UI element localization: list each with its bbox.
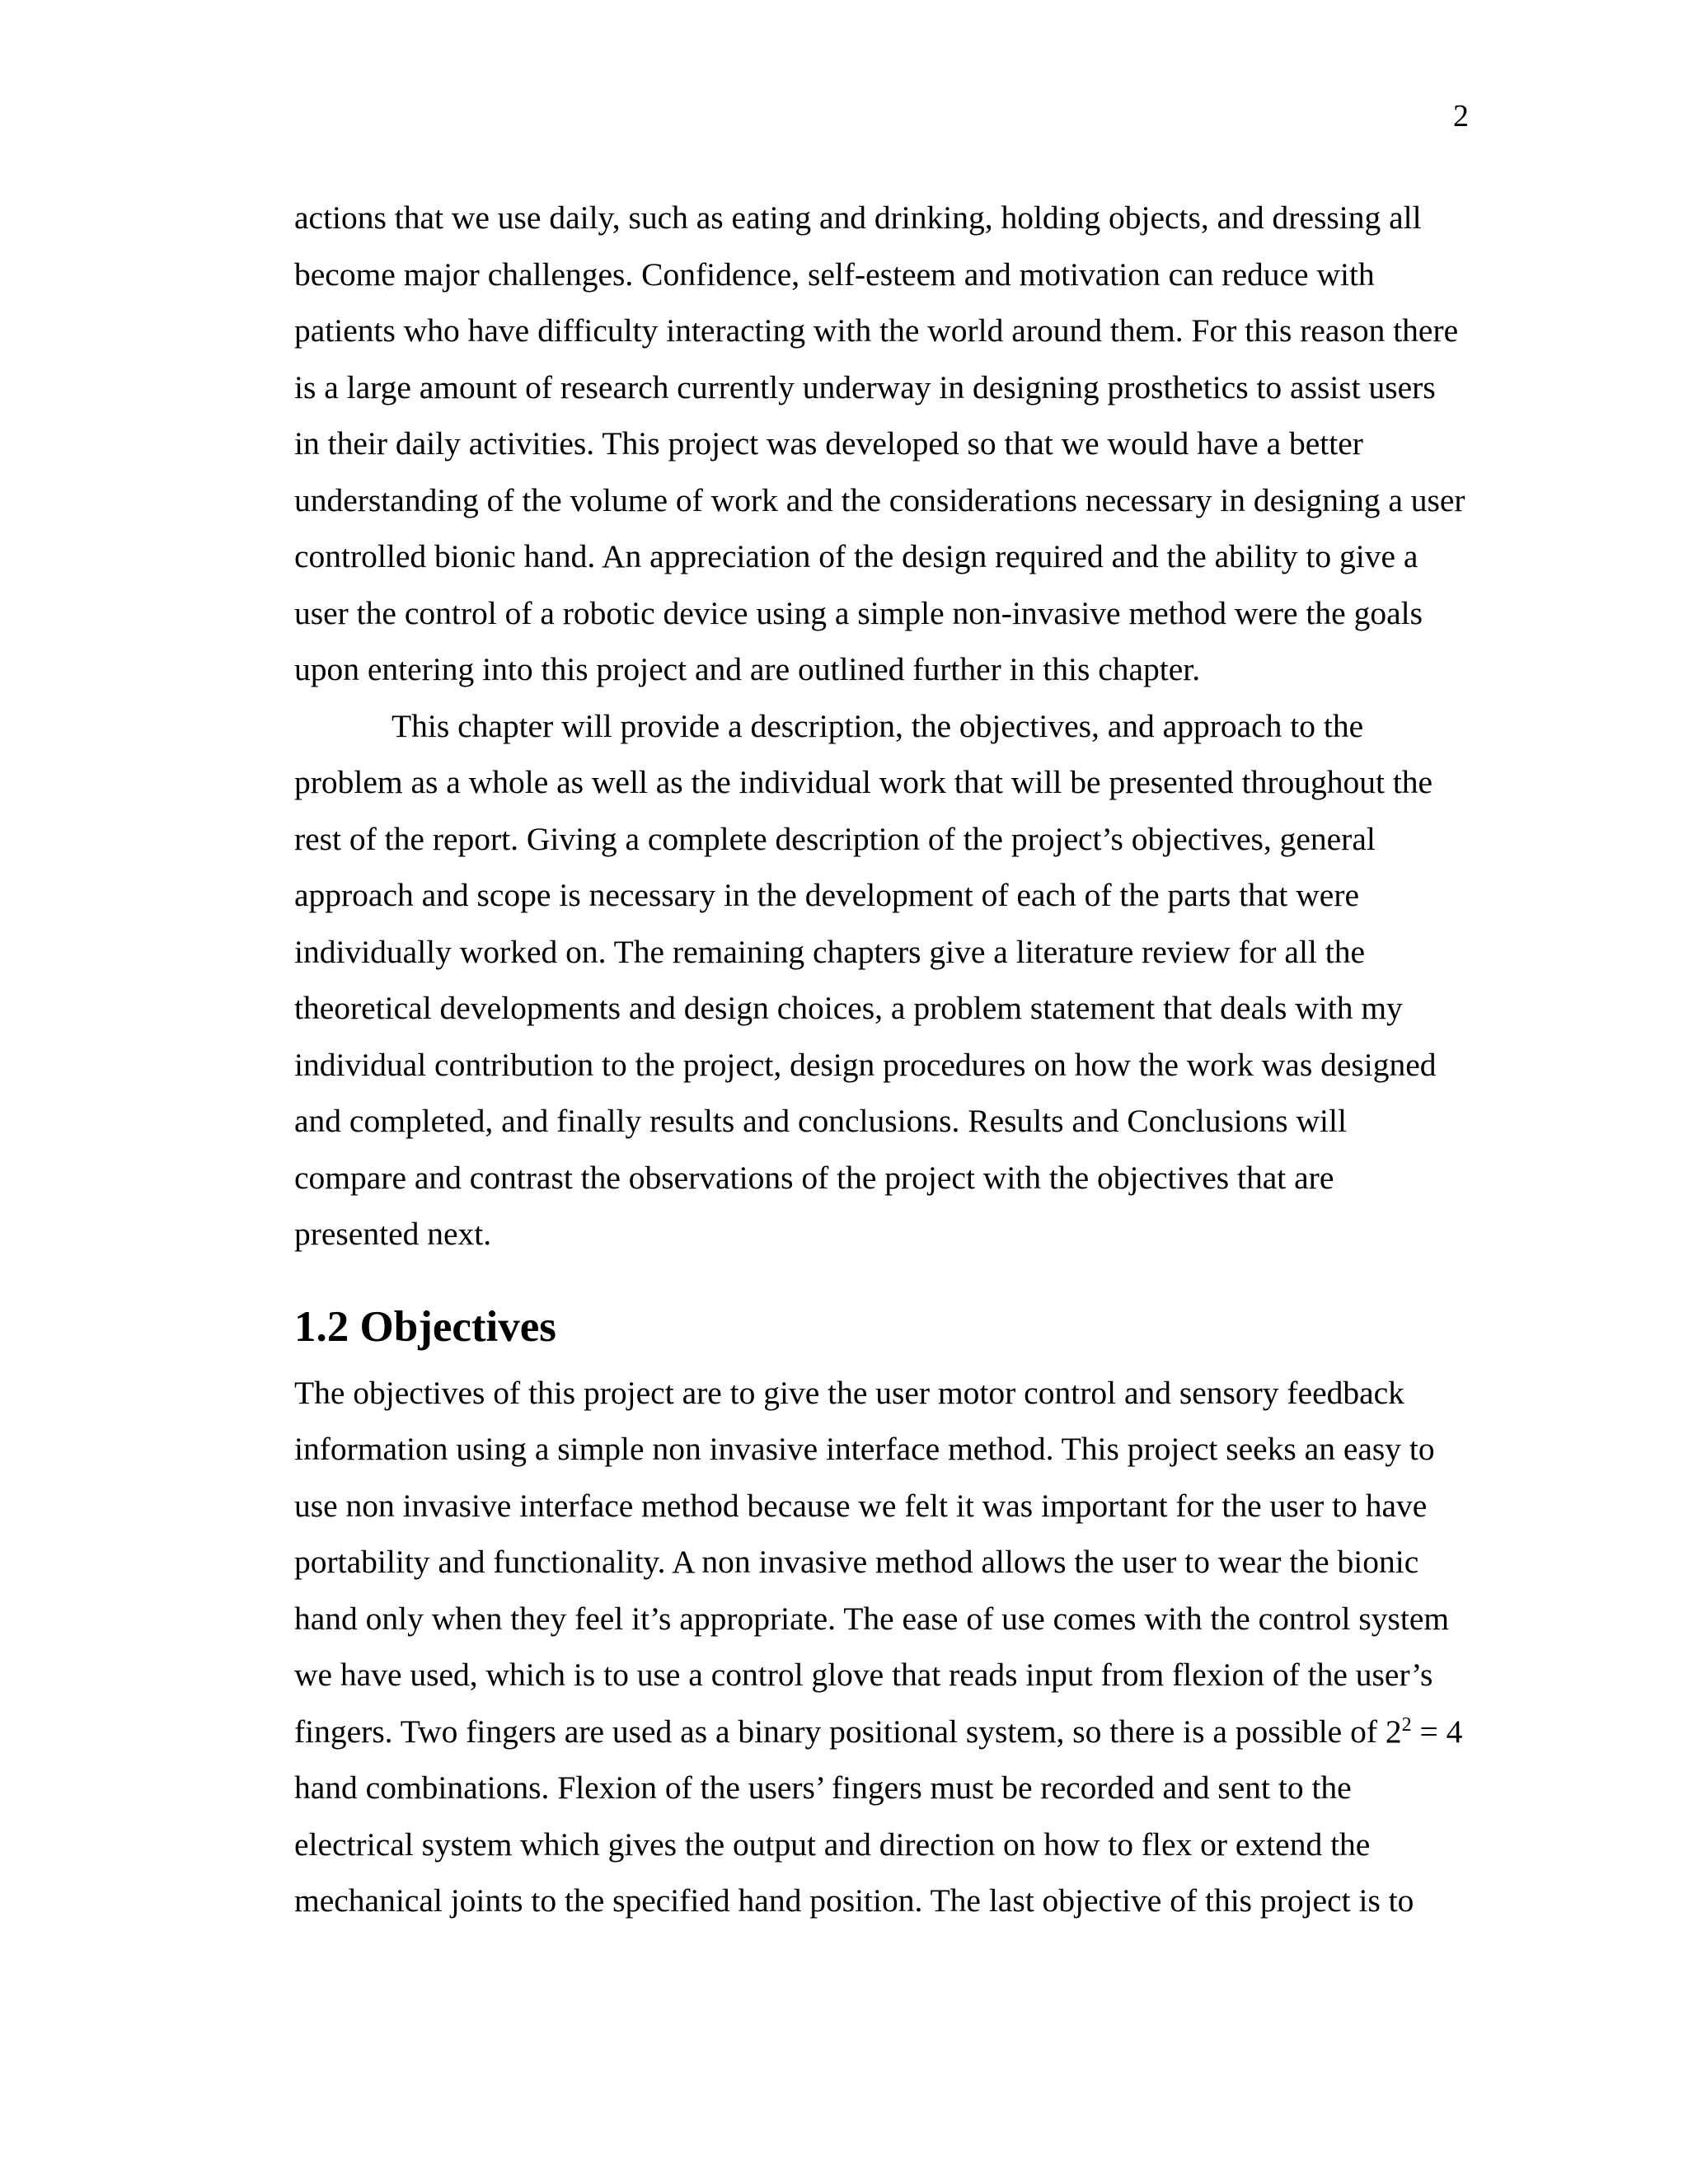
paragraph-intro-continued bbox=[294, 190, 1481, 698]
page-number: 2 bbox=[1453, 99, 1469, 134]
section-heading: 1.2 Objectives bbox=[294, 1302, 556, 1351]
text-line: individual contribution to the project, design procedures on how the work was designed bbox=[294, 1046, 1437, 1083]
text-line: we have used, which is to use a control glove that reads input from flexion of the user’s bbox=[294, 1657, 1433, 1693]
paragraph-chapter-overview bbox=[294, 698, 1481, 1263]
text-line: user the control of a robotic device using a simple non-invasive method were the goals bbox=[294, 594, 1423, 631]
page-content bbox=[294, 190, 1481, 1929]
text-line: mechanical joints to the specified hand position. The last objective of this project is to bbox=[294, 1882, 1414, 1919]
text-line: approach and scope is necessary in the development of each of the parts that were bbox=[294, 877, 1360, 913]
text-line: patients who have difficulty interacting with the world around them. For this reason there bbox=[294, 312, 1459, 349]
text-line: in their daily activities. This project was developed so that we would have a better bbox=[294, 425, 1363, 462]
text-line: electrical system which gives the output and direction on how to flex or extend the bbox=[294, 1825, 1371, 1863]
text-line: individually worked on. The remaining chapters give a literature review for all the bbox=[294, 933, 1366, 970]
paragraph-objectives bbox=[294, 1365, 1481, 1929]
text-line: information using a simple non invasive interface method. This project seeks an easy to bbox=[294, 1431, 1435, 1467]
text-line: presented next. bbox=[294, 1216, 492, 1252]
text-line-with-superscript bbox=[294, 1704, 1481, 1760]
text-line: hand combinations. Flexion of the users’ fingers must be recorded and sent to the bbox=[294, 1769, 1352, 1806]
text-line-indented: This chapter will provide a description, the objectives, and approach to the bbox=[392, 707, 1364, 744]
text-line: controlled bionic hand. An appreciation of the design required and the ability to give a bbox=[294, 538, 1418, 574]
text-line: upon entering into this project and are outlined further in this chapter. bbox=[294, 651, 1201, 687]
text-line: portability and functionality. A non invasive method allows the user to wear the bionic bbox=[294, 1544, 1419, 1580]
text-line: understanding of the volume of work and the considerations necessary in designing a user bbox=[294, 481, 1465, 518]
text-line: use non invasive interface method because we felt it was important for the user to have bbox=[294, 1487, 1428, 1524]
superscript-exponent: 2 bbox=[1401, 1713, 1412, 1736]
text-line: rest of the report. Giving a complete description of the project’s objectives, general bbox=[294, 820, 1376, 857]
text-line: and completed, and finally results and conclusions. Results and Conclusions will bbox=[294, 1103, 1347, 1139]
text-line: The objectives of this project are to give the user motor control and sensory feedback bbox=[294, 1374, 1404, 1411]
text-line: actions that we use daily, such as eating and drinking, holding objects, and dressing all bbox=[294, 199, 1422, 236]
text-segment: fingers. Two fingers are used as a binary positional system, so there is a possible of 2 bbox=[294, 1713, 1402, 1750]
text-line: problem as a whole as well as the individual work that will be presented throughout the bbox=[294, 764, 1433, 800]
text-line: become major challenges. Confidence, self-esteem and motivation can reduce with bbox=[294, 255, 1375, 293]
text-line: compare and contrast the observations of the project with the objectives that are bbox=[294, 1159, 1334, 1196]
text-line: theoretical developments and design choices, a problem statement that deals with my bbox=[294, 990, 1403, 1026]
text-line: hand only when they feel it’s appropriate. The ease of use comes with the control system bbox=[294, 1600, 1450, 1637]
text-segment: = 4 bbox=[1411, 1713, 1463, 1750]
text-line: is a large amount of research currently underway in designing prosthetics to assist users bbox=[294, 368, 1436, 405]
